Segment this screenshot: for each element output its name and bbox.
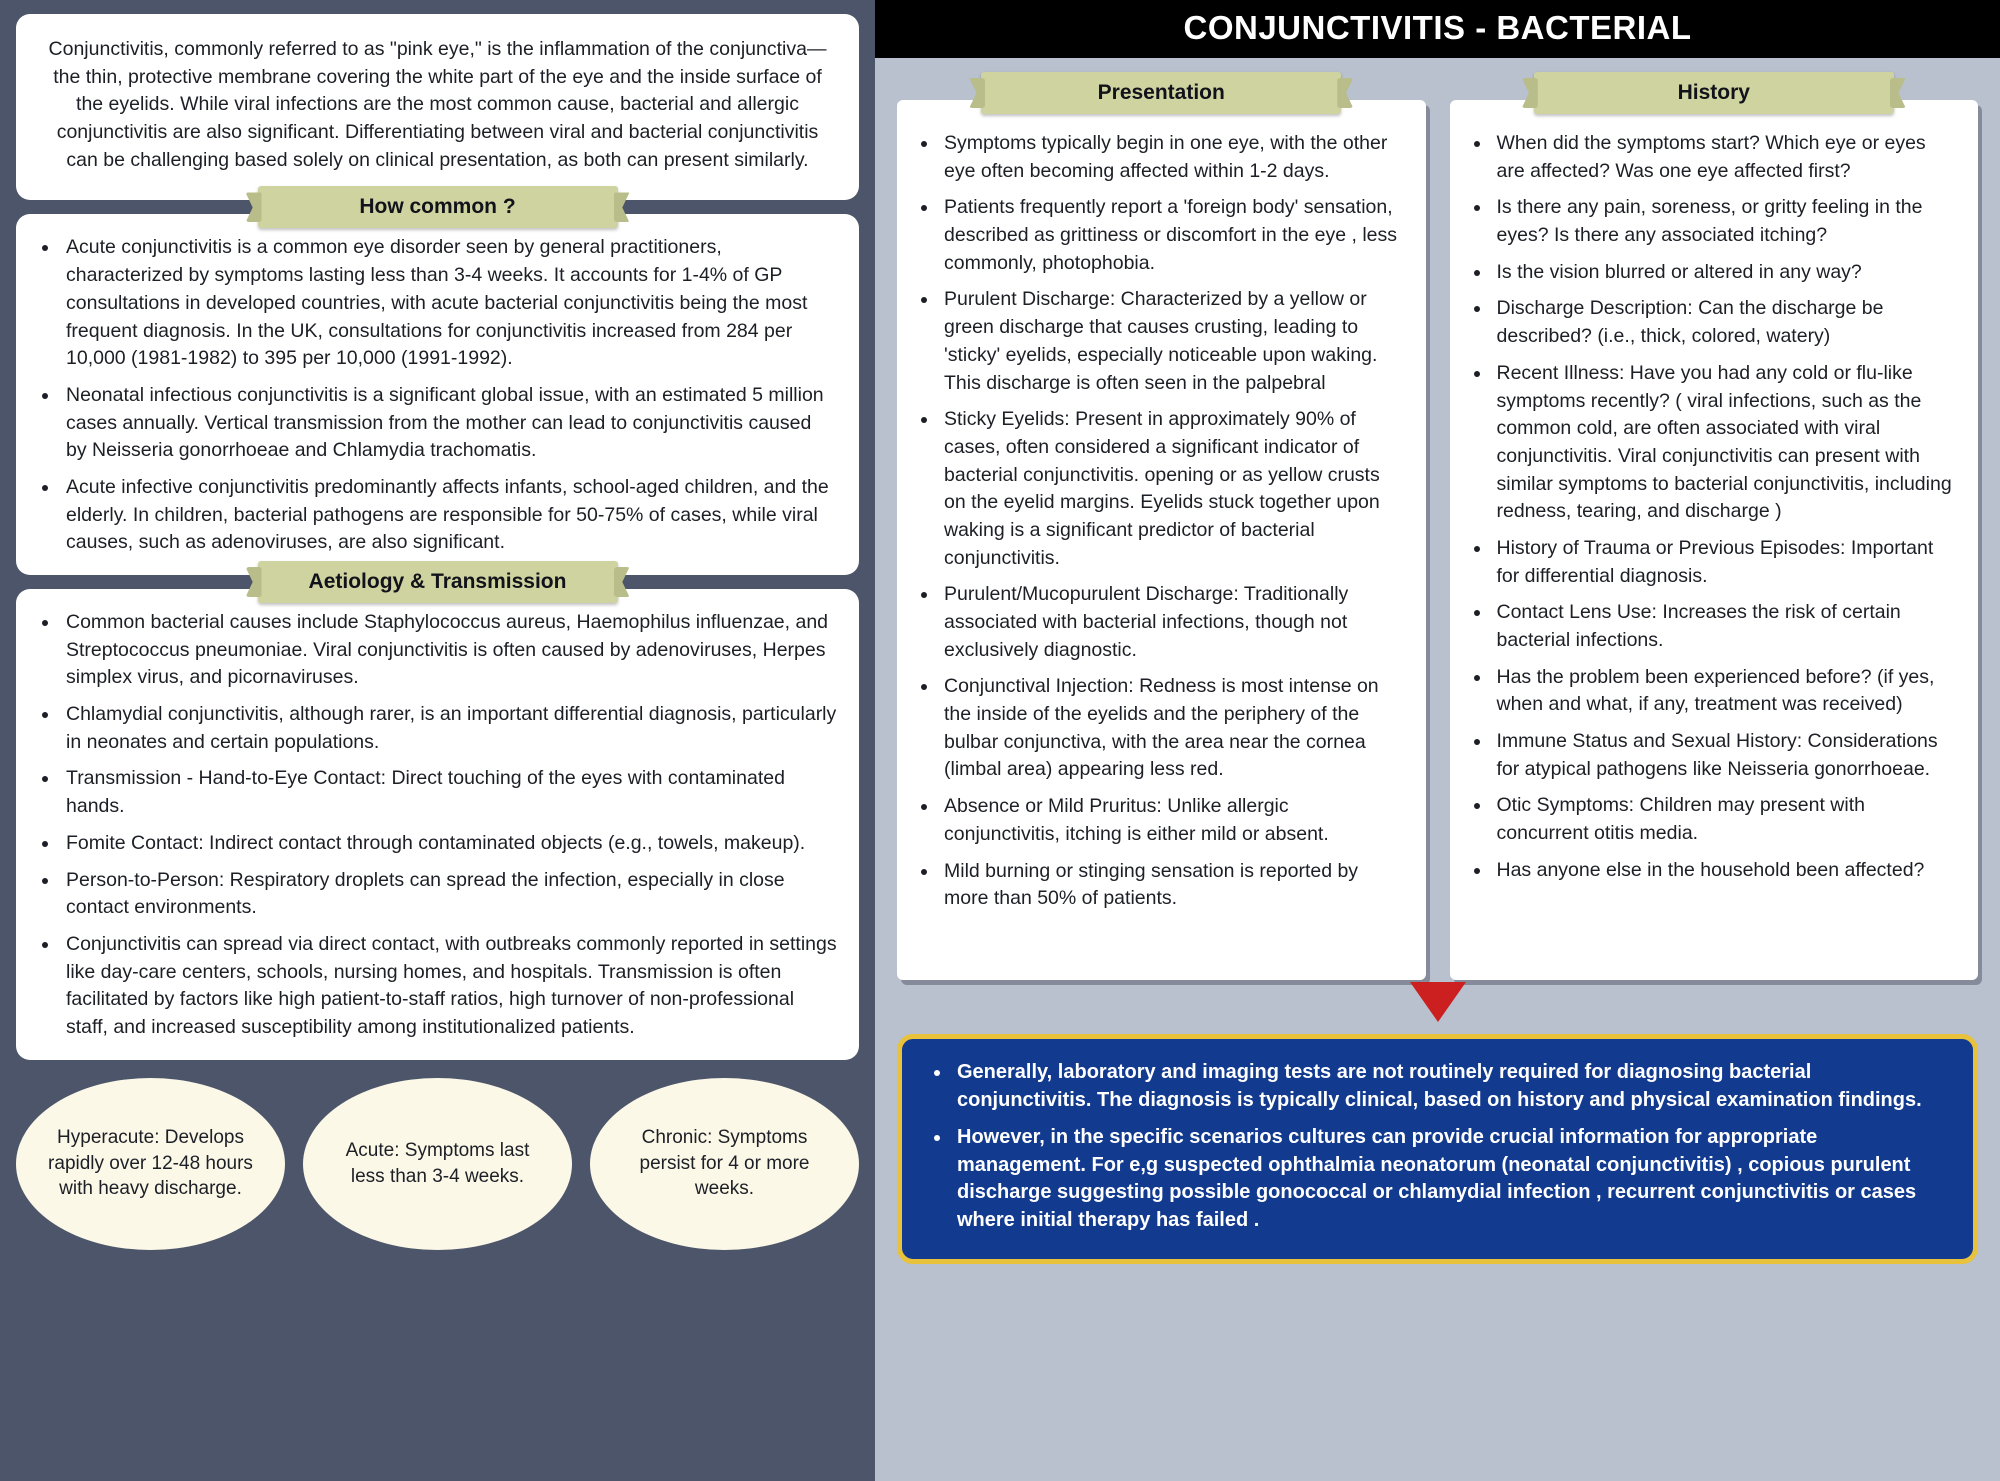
- list-item: • However, in the specific scenarios cultures can provide crucial information for appropriate management. For e,g suspected ophthalmia neonatorum (neonatal conjunctivitis) , copious purulent discharge suggesting possible gonococcal or chlamydial infection , recurrent conjunctivitis or cases where initial therapy has failed .: [952, 1124, 1947, 1234]
- right-panel: [875, 0, 2000, 1481]
- how-common-heading: How common ?: [359, 195, 516, 219]
- list-item: • Acute infective conjunctivitis predominantly affects infants, school-aged children, and the elderly. In children, bacterial pathogens are responsible for 50-75% of cases, while viral causes, such as adenoviruses, are also significant.: [60, 474, 837, 557]
- history-list: [1470, 130, 1959, 885]
- aetiology-banner: [258, 561, 618, 603]
- list-item: • Is there any pain, soreness, or gritty feeling in the eyes? Is there any associated itching?: [1492, 194, 1959, 249]
- list-item: • Generally, laboratory and imaging tests are not routinely required for diagnosing bacterial conjunctivitis. The diagnosis is typically clinical, based on history and physical examination findings.: [952, 1059, 1947, 1114]
- list-item: • Contact Lens Use: Increases the risk of certain bacterial infections.: [1492, 599, 1959, 654]
- list-item: • Otic Symptoms: Children may present with concurrent otitis media.: [1492, 792, 1959, 847]
- aetiology-heading: Aetiology & Transmission: [308, 570, 567, 593]
- note-list: [928, 1059, 1947, 1235]
- list-item: • Person-to-Person: Respiratory droplets can spread the infection, especially in close contact environments.: [60, 867, 837, 922]
- list-item: • When did the symptoms start? Which eye or eyes are affected? Was one eye affected first?: [1492, 130, 1959, 185]
- list-item: • Fomite Contact: Indirect contact through contaminated objects (e.g., towels, makeup).: [60, 830, 837, 858]
- presentation-card: [897, 100, 1426, 980]
- history-banner-wrap: [1450, 72, 1979, 114]
- presentation-column: [897, 72, 1426, 980]
- history-heading: History: [1677, 81, 1750, 104]
- presentation-banner-wrap: [897, 72, 1426, 114]
- how-common-card: [16, 214, 859, 575]
- arrow-down-icon: [1410, 982, 1466, 1022]
- aetiology-list: [38, 609, 837, 1042]
- list-item: • Symptoms typically begin in one eye, with the other eye often becoming affected within 1-2 days.: [939, 130, 1406, 185]
- aetiology-banner-wrap: [16, 561, 859, 603]
- timeline-chronic: Chronic: Symptoms persist for 4 or more weeks.: [590, 1078, 859, 1250]
- presentation-list: [917, 130, 1406, 913]
- list-item: • Mild burning or stinging sensation is reported by more than 50% of patients.: [939, 858, 1406, 913]
- list-item: • Discharge Description: Can the discharge be described? (i.e., thick, colored, watery): [1492, 295, 1959, 350]
- list-item: • Recent Illness: Have you had any cold or flu-like symptoms recently? ( viral infections, such as the common cold, are often associated with viral conjunctivitis. Viral conjunctivitis can present with similar symptoms to bacterial conjunctivitis, including redness, tearing, and discharge ): [1492, 360, 1959, 526]
- list-item: • Absence or Mild Pruritus: Unlike allergic conjunctivitis, itching is either mild or absent.: [939, 793, 1406, 848]
- list-item: • Transmission - Hand-to-Eye Contact: Direct touching of the eyes with contaminated hands.: [60, 765, 837, 820]
- list-item: • Common bacterial causes include Staphylococcus aureus, Haemophilus influenzae, and Streptococcus pneumoniae. Viral conjunctivitis is often caused by adenoviruses, Herpes simplex virus, and picornaviruses.: [60, 609, 837, 692]
- list-item: • Is the vision blurred or altered in any way?: [1492, 259, 1959, 287]
- how-common-list: [38, 234, 837, 557]
- presentation-heading: Presentation: [1097, 81, 1225, 104]
- list-item: • Has anyone else in the household been affected?: [1492, 857, 1959, 885]
- timeline-acute: Acute: Symptoms last less than 3-4 weeks.: [303, 1078, 572, 1250]
- list-item: • History of Trauma or Previous Episodes: Important for differential diagnosis.: [1492, 535, 1959, 590]
- list-item: • Conjunctival Injection: Redness is most intense on the inside of the eyelids and the periphery of the bulbar conjunctiva, with the area near the cornea (limbal area) appearing less red.: [939, 673, 1406, 784]
- history-card: [1450, 100, 1979, 980]
- presentation-banner: [981, 72, 1341, 114]
- list-item: • Purulent Discharge: Characterized by a yellow or green discharge that causes crusting, leading to 'sticky' eyelids, especially noticeable upon waking. This discharge is often seen in the palpebral: [939, 286, 1406, 397]
- list-item: • Neonatal infectious conjunctivitis is a significant global issue, with an estimated 5 million cases annually. Vertical transmission from the mother can lead to conjunctivitis caused by Neisseria gonorrhoeae and Chlamydia trachomatis.: [60, 382, 837, 465]
- list-item: • Acute conjunctivitis is a common eye disorder seen by general practitioners, characterized by symptoms lasting less than 3-4 weeks. It accounts for 1-4% of GP consultations in developed countries, with acute bacterial conjunctivitis being the most frequent diagnosis. In the UK, consultations for conjunctivitis increased from 284 per 10,000 (1981-1982) to 395 per 10,000 (1991-1992).: [60, 234, 837, 372]
- timeline-hyperacute: Hyperacute: Develops rapidly over 12-48 hours with heavy discharge.: [16, 1078, 285, 1250]
- intro-card: [16, 14, 859, 200]
- history-banner: [1534, 72, 1894, 114]
- list-item: • Conjunctivitis can spread via direct contact, with outbreaks commonly reported in settings like day-care centers, schools, nursing homes, and hospitals. Transmission is often facilitated by factors like high patient-to-staff ratios, high turnover of non-professional staff, and increased susceptibility among institutionalized patients.: [60, 931, 837, 1042]
- how-common-banner: [258, 186, 618, 228]
- list-item: • Sticky Eyelids: Present in approximately 90% of cases, often considered a significant indicator of bacterial conjunctivitis. opening or as yellow crusts on the eyelid margins. Eyelids stuck together upon waking is a significant predictor of bacterial conjunctivitis.: [939, 406, 1406, 572]
- down-arrow-wrap: [875, 982, 2000, 1022]
- page-title: CONJUNCTIVITIS - BACTERIAL: [875, 0, 2000, 58]
- list-item: • Purulent/Mucopurulent Discharge: Traditionally associated with bacterial infections, though not exclusively diagnostic.: [939, 581, 1406, 664]
- left-panel: [0, 0, 875, 1481]
- history-column: [1450, 72, 1979, 980]
- intro-text: Conjunctivitis, commonly referred to as "pink eye," is the inflammation of the conjunctiva—the thin, protective membrane covering the white part of the eye and the inside surface of the eyelids. While viral infections are the most common cause, bacterial and allergic conjunctivitis are also significant. Differentiating between viral and bacterial conjunctivitis can be challenging based solely on clinical presentation, as both can present similarly.: [48, 38, 827, 171]
- how-common-banner-wrap: [16, 186, 859, 228]
- list-item: • Immune Status and Sexual History: Considerations for atypical pathogens like Neisseria gonorrhoeae.: [1492, 728, 1959, 783]
- timeline-row: [16, 1078, 859, 1250]
- aetiology-card: [16, 589, 859, 1060]
- list-item: • Chlamydial conjunctivitis, although rarer, is an important differential diagnosis, particularly in neonates and certain populations.: [60, 701, 837, 756]
- list-item: • Patients frequently report a 'foreign body' sensation, described as grittiness or discomfort in the eye , less commonly, photophobia.: [939, 194, 1406, 277]
- investigations-note: [897, 1034, 1978, 1264]
- list-item: • Has the problem been experienced before? (if yes, when and what, if any, treatment was received): [1492, 664, 1959, 719]
- columns: [875, 58, 2000, 980]
